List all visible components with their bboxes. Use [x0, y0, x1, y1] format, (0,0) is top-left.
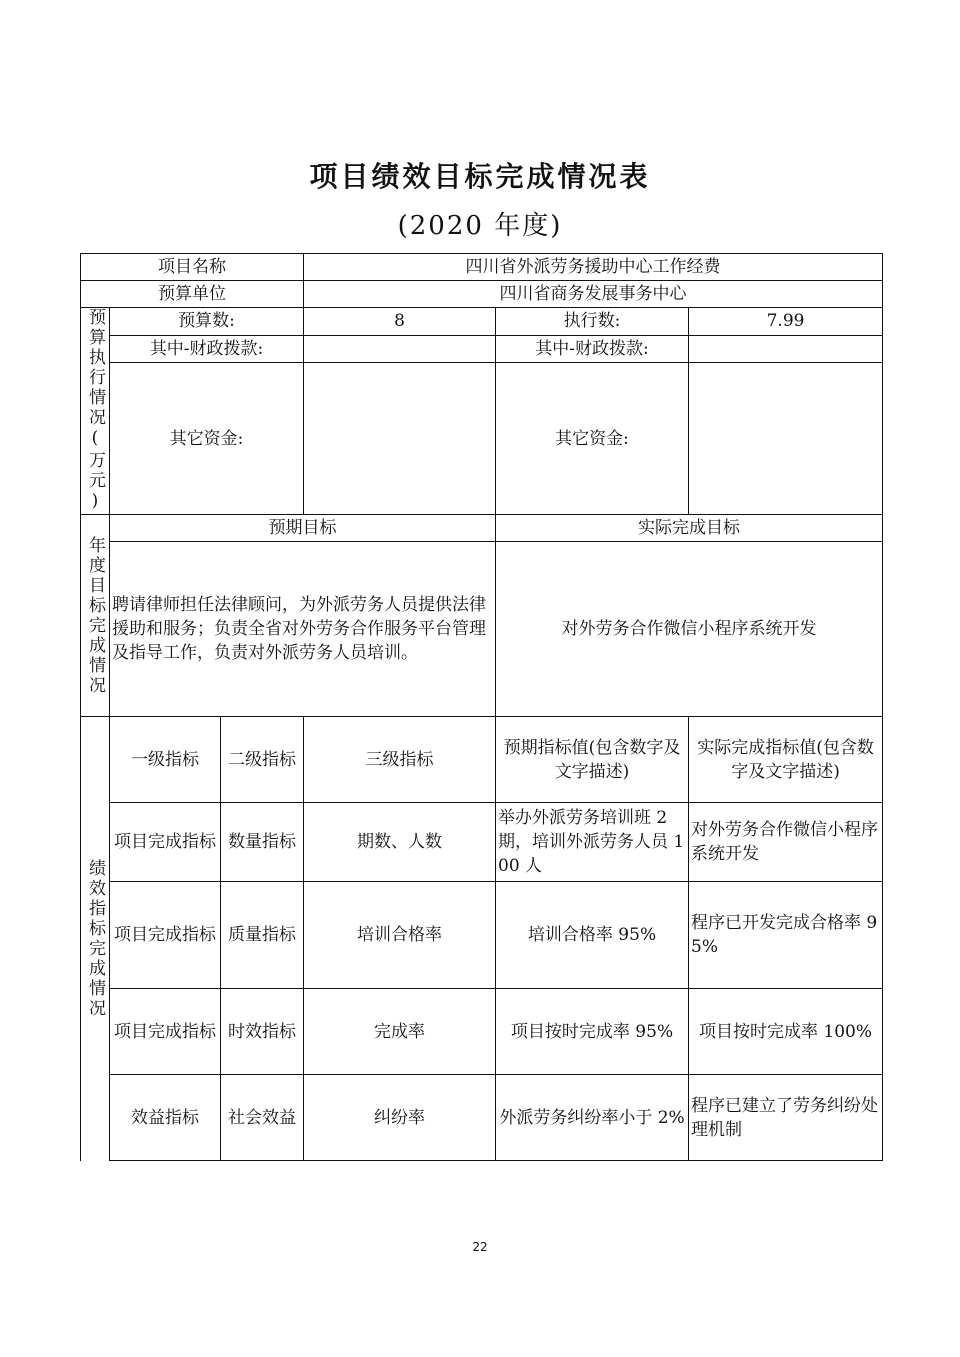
indicator-level1: 项目完成指标: [110, 803, 221, 882]
header-expected-value: 预期指标值(包含数字及文字描述): [496, 717, 689, 803]
budget-section-label: 预算执行情况(万元): [85, 308, 105, 514]
indicator-row-benefit: [81, 1075, 883, 1161]
fiscal-label-left: 其中-财政拨款:: [110, 335, 304, 363]
expected-goal-header: 预期目标: [110, 515, 496, 542]
other-funds-value-right: [689, 363, 883, 515]
actual-goal-text: 对外劳务合作微信小程序系统开发: [496, 542, 883, 717]
indicator-actual-value: 程序已建立了劳务纠纷处理机制: [689, 1075, 883, 1161]
indicator-level3: 培训合格率: [304, 882, 496, 989]
indicator-actual-value: 程序已开发完成合格率 95%: [689, 882, 883, 989]
other-funds-label-left: 其它资金:: [110, 363, 304, 515]
annual-section-label: 年度目标完成情况: [85, 535, 105, 696]
indicator-level3: 期数、人数: [304, 803, 496, 882]
budget-unit-value: 四川省商务发展事务中心: [304, 281, 883, 308]
page-subtitle: (2020 年度): [397, 211, 563, 241]
other-funds-value-left: [304, 363, 496, 515]
indicator-row-quantity: [81, 803, 883, 882]
budget-section-label-cell: [81, 308, 110, 515]
fiscal-value-left: [304, 335, 496, 363]
header-level3: 三级指标: [304, 717, 496, 803]
budget-amount-row: [81, 308, 883, 336]
annual-content-row: [81, 542, 883, 717]
indicator-actual-value: 项目按时完成率 100%: [689, 989, 883, 1075]
other-funds-label-right: 其它资金:: [496, 363, 689, 515]
header-level1: 一级指标: [110, 717, 221, 803]
indicator-section-label: 绩效指标完成情况: [85, 858, 105, 1019]
indicator-level1: 项目完成指标: [110, 989, 221, 1075]
actual-goal-header: 实际完成目标: [496, 515, 883, 542]
header-actual-value: 实际完成指标值(包含数字及文字描述): [689, 717, 883, 803]
indicator-row-timeliness: [81, 989, 883, 1075]
fiscal-row: [81, 335, 883, 363]
indicator-section-label-cell: [81, 717, 110, 1161]
indicator-expected-value: 项目按时完成率 95%: [496, 989, 689, 1075]
indicator-level2: 质量指标: [221, 882, 304, 989]
annual-header-row: [81, 515, 883, 542]
budget-unit-label: 预算单位: [81, 281, 304, 308]
indicator-level3: 纠纷率: [304, 1075, 496, 1161]
indicator-level1: 效益指标: [110, 1075, 221, 1161]
indicator-expected-value: 培训合格率 95%: [496, 882, 689, 989]
budget-unit-row: [81, 281, 883, 308]
exec-amount-value: 7.99: [689, 308, 883, 336]
indicator-level2: 数量指标: [221, 803, 304, 882]
page-title: 项目绩效目标完成情况表: [309, 160, 651, 193]
indicator-header-row: [81, 717, 883, 803]
indicator-expected-value: 外派劳务纠纷率小于 2%: [496, 1075, 689, 1161]
header-level2: 二级指标: [221, 717, 304, 803]
project-name-value: 四川省外派劳务援助中心工作经费: [304, 254, 883, 281]
annual-section-label-cell: [81, 515, 110, 717]
indicator-expected-value: 举办外派劳务培训班 2 期，培训外派劳务人员 100 人: [496, 803, 689, 882]
indicator-level2: 时效指标: [221, 989, 304, 1075]
indicator-level2: 社会效益: [221, 1075, 304, 1161]
fiscal-value-right: [689, 335, 883, 363]
project-name-label: 项目名称: [81, 254, 304, 281]
project-name-row: [81, 254, 883, 281]
exec-amount-label: 执行数:: [496, 308, 689, 336]
fiscal-label-right: 其中-财政拨款:: [496, 335, 689, 363]
indicator-actual-value: 对外劳务合作微信小程序系统开发: [689, 803, 883, 882]
performance-table: [80, 253, 883, 1161]
expected-goal-text: 聘请律师担任法律顾问，为外派劳务人员提供法律援助和服务；负责全省对外劳务合作服务平台管理及指导工作，负责对外派劳务人员培训。: [110, 542, 496, 717]
indicator-row-quality: [81, 882, 883, 989]
budget-amount-label: 预算数:: [110, 308, 304, 336]
page-number: 22: [472, 1240, 488, 1254]
budget-amount-value: 8: [304, 308, 496, 336]
indicator-level1: 项目完成指标: [110, 882, 221, 989]
indicator-level3: 完成率: [304, 989, 496, 1075]
other-funds-row: [81, 363, 883, 515]
